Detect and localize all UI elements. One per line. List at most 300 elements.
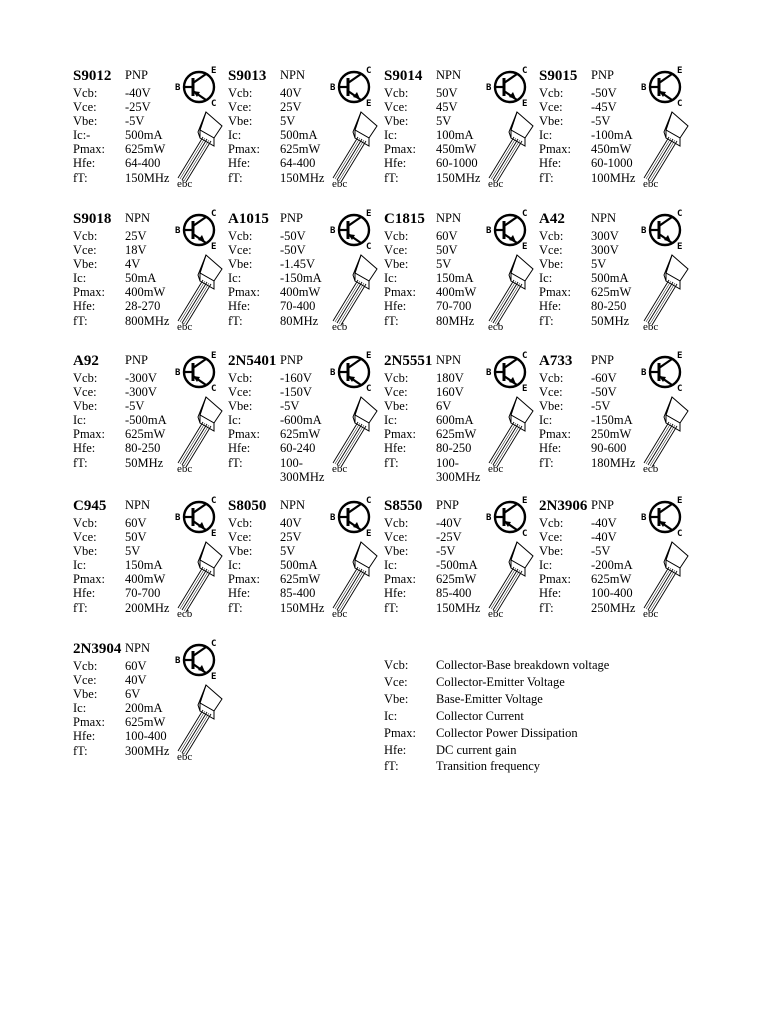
legend-term: Hfe: [384, 742, 407, 757]
spec-row-pmax [228, 427, 324, 441]
spec-value-ft: 250MHz [591, 600, 636, 615]
part-number: 2N3906 [539, 498, 588, 514]
part-number: A733 [539, 353, 573, 369]
spec-value-vce: 40V [125, 673, 147, 688]
spec-list [73, 659, 169, 758]
spec-label: fT: [539, 600, 554, 615]
spec-label: Pmax: [539, 285, 571, 300]
spec-value-vcb: 40V [280, 86, 302, 100]
transistor-symbol-icon [641, 349, 687, 395]
spec-value-vcb: -40V [591, 516, 617, 530]
spec-label: Hfe: [73, 299, 96, 314]
legend-row-ic [384, 708, 609, 725]
spec-label: Vbe: [384, 114, 409, 129]
spec-value-vce: -25V [436, 530, 462, 545]
spec-row-hfe [539, 299, 631, 313]
legend-desc: Collector-Emitter Voltage [436, 674, 565, 689]
legend-term: Vcb: [384, 658, 409, 672]
svg-text:B: B [330, 368, 336, 378]
polarity: NPN [125, 211, 151, 225]
spec-label: Ic: [73, 413, 87, 428]
spec-value-pmax: 625mW [280, 142, 321, 157]
pinout-label: ebc [332, 608, 348, 620]
spec-label: Vcb: [539, 229, 564, 243]
spec-value-hfe: 70-700 [125, 586, 161, 601]
polarity: PNP [591, 353, 614, 367]
spec-value-vcb: -160V [280, 371, 312, 385]
spec-value-hfe: 80-250 [125, 441, 161, 456]
spec-row-hfe [539, 156, 635, 170]
transistor-card [384, 353, 534, 483]
spec-row-vcb [228, 86, 324, 100]
spec-value-ic: 500mA [280, 128, 318, 143]
spec-value-pmax: 625mW [280, 427, 321, 442]
svg-text:B: B [641, 368, 647, 378]
spec-row-pmax [228, 285, 322, 299]
spec-label: Hfe: [228, 299, 251, 314]
spec-row-hfe [539, 586, 635, 600]
spec-label: Ic: [73, 271, 87, 286]
spec-value-ic: 500mA [125, 128, 163, 143]
spec-label: fT: [384, 455, 399, 470]
spec-label: Vce: [384, 243, 408, 258]
spec-value-vcb: 60V [436, 229, 458, 243]
spec-row-ft [73, 744, 169, 758]
spec-row-pmax [384, 427, 480, 441]
spec-row-vcb [73, 659, 169, 673]
svg-text:E: E [677, 351, 683, 361]
spec-label: Vce: [384, 100, 408, 115]
svg-text:B: B [330, 513, 336, 523]
spec-row-ft [384, 601, 480, 615]
spec-label: Pmax: [73, 572, 105, 587]
spec-label: Vce: [73, 100, 97, 115]
spec-row-pmax [539, 572, 635, 586]
transistor-card [384, 211, 534, 341]
svg-text:B: B [641, 226, 647, 236]
spec-label: Vbe: [384, 257, 409, 272]
spec-row-ft [73, 601, 169, 615]
spec-row-ft [228, 314, 322, 328]
spec-row-vce [539, 243, 631, 257]
spec-value-vcb: -40V [125, 86, 151, 100]
part-number: S9012 [73, 68, 112, 84]
spec-value-vcb: -40V [436, 516, 462, 530]
spec-value-ic: 500mA [280, 558, 318, 573]
spec-value-ft: 150MHz [125, 170, 170, 185]
spec-value-vcb: -300V [125, 371, 157, 385]
spec-value-vcb: 50V [436, 86, 458, 100]
spec-row-ic [73, 413, 167, 427]
spec-label: Hfe: [384, 299, 407, 314]
svg-text:B: B [486, 513, 492, 523]
svg-text:B: B [175, 226, 181, 236]
spec-value-pmax: 250mW [591, 427, 632, 442]
spec-value-ic: 150mA [436, 271, 474, 286]
spec-label: fT: [539, 170, 554, 185]
spec-row-ic [228, 128, 324, 142]
spec-label: Vce: [73, 673, 97, 688]
polarity: PNP [591, 68, 614, 82]
legend-term: Ic: [384, 708, 398, 723]
polarity: PNP [125, 68, 148, 82]
spec-list [73, 516, 169, 615]
spec-label: Vbe: [73, 399, 98, 414]
spec-label: Vce: [228, 243, 252, 258]
spec-row-ic [73, 558, 169, 572]
spec-label: Ic: [384, 128, 398, 143]
spec-label: Ic: [539, 271, 553, 286]
spec-label: Hfe: [384, 156, 407, 171]
spec-value-vcb: -60V [591, 371, 617, 385]
spec-label: fT: [73, 600, 88, 615]
spec-label: Vcb: [228, 516, 253, 530]
spec-row-hfe [73, 441, 167, 455]
spec-value-ft: 80MHz [280, 313, 319, 328]
spec-list [228, 516, 324, 615]
spec-value-pmax: 625mW [436, 427, 477, 442]
polarity: PNP [591, 498, 614, 512]
svg-text:E: E [366, 529, 372, 539]
spec-list [539, 371, 635, 470]
spec-row-hfe [228, 441, 324, 455]
spec-label: Hfe: [384, 441, 407, 456]
spec-row-hfe [384, 299, 476, 313]
transistor-card [539, 68, 689, 198]
spec-label: Hfe: [73, 156, 96, 171]
spec-value-vce: -150V [280, 385, 312, 400]
spec-label: fT: [73, 170, 88, 185]
spec-value-vce: -50V [280, 243, 306, 258]
spec-row-vce [384, 243, 476, 257]
spec-row-vcb [73, 516, 169, 530]
spec-row-vcb [73, 229, 169, 243]
spec-label: Vcb: [73, 371, 98, 385]
spec-value-vbe: 5V [591, 257, 607, 272]
spec-label: Ic: [228, 271, 242, 286]
svg-text:E: E [522, 496, 528, 506]
spec-row-vbe [73, 257, 169, 271]
spec-label: Ic: [228, 558, 242, 573]
spec-value-vbe: -5V [591, 114, 611, 129]
transistor-symbol-icon [175, 64, 221, 110]
spec-row-vce [228, 100, 324, 114]
spec-row-ft [384, 171, 480, 185]
legend-row-vbe [384, 691, 609, 708]
transistor-symbol-icon [175, 349, 221, 395]
spec-value-vcb: 25V [125, 229, 147, 243]
spec-row-vce [73, 673, 169, 687]
spec-row-pmax [73, 572, 169, 586]
spec-row-vbe [539, 544, 635, 558]
spec-label: Vbe: [539, 544, 564, 559]
spec-row-pmax [539, 427, 635, 441]
polarity: NPN [591, 211, 617, 225]
spec-label: Ic: [384, 413, 398, 428]
spec-value-ft: 300MHz [125, 743, 170, 758]
spec-label: Vcb: [539, 516, 564, 530]
spec-value-ic: 600mA [436, 413, 474, 428]
to92-package-icon [487, 251, 537, 327]
spec-label: Vbe: [73, 687, 98, 702]
spec-value-hfe: 100-400 [591, 586, 633, 601]
transistor-symbol-icon [641, 494, 687, 540]
spec-row-ic [384, 558, 480, 572]
spec-label: Vcb: [539, 371, 564, 385]
spec-row-hfe [73, 729, 169, 743]
spec-row-ic [228, 558, 324, 572]
spec-value-hfe: 64-400 [280, 156, 316, 171]
legend-term: Vbe: [384, 691, 409, 706]
spec-label: Vcb: [228, 371, 253, 385]
spec-label: Pmax: [73, 285, 105, 300]
spec-label: Hfe: [228, 586, 251, 601]
svg-text:C: C [522, 529, 528, 539]
transistor-symbol-icon [330, 349, 376, 395]
spec-row-ic [384, 413, 480, 427]
svg-text:E: E [211, 242, 217, 252]
legend-desc: Collector Current [436, 708, 524, 723]
spec-row-pmax [228, 142, 324, 156]
svg-text:C: C [522, 66, 528, 76]
spec-row-vcb [539, 86, 635, 100]
to92-package-icon [176, 681, 226, 757]
spec-value-vcb: 40V [280, 516, 302, 530]
svg-text:E: E [677, 242, 683, 252]
spec-label: Vcb: [384, 516, 409, 530]
spec-row-hfe [73, 299, 169, 313]
spec-row-pmax [539, 142, 635, 156]
spec-row-vbe [384, 544, 480, 558]
spec-label: Vcb: [73, 229, 98, 243]
spec-row-vbe [384, 114, 480, 128]
spec-label: fT: [228, 455, 243, 470]
pinout-label: ebc [332, 463, 348, 475]
spec-label: fT: [384, 170, 399, 185]
spec-label: fT: [73, 743, 88, 758]
transistor-symbol-icon [175, 494, 221, 540]
spec-label: Pmax: [384, 427, 416, 442]
transistor-card [73, 353, 223, 483]
spec-row-vce [384, 100, 480, 114]
spec-value-hfe: 100-400 [125, 729, 167, 744]
spec-value-hfe: 80-250 [591, 299, 627, 314]
svg-text:B: B [175, 83, 181, 93]
transistor-symbol-icon [486, 349, 532, 395]
spec-row-vcb [228, 371, 324, 385]
spec-value-ft: 800MHz [125, 313, 170, 328]
spec-value-vbe: 5V [436, 257, 452, 272]
spec-row-vce [73, 530, 169, 544]
polarity: PNP [280, 353, 303, 367]
pinout-label: ebc [643, 321, 659, 333]
spec-value-ft: 100- 300MHz [280, 455, 325, 484]
pinout-label: ebc [177, 321, 193, 333]
spec-value-vce: 160V [436, 385, 464, 400]
spec-value-vce: 300V [591, 243, 619, 258]
spec-row-ft [384, 455, 481, 484]
spec-value-hfe: 60-1000 [591, 156, 633, 171]
legend-desc: Collector-Base breakdown voltage [436, 658, 610, 672]
transistor-card [228, 68, 378, 198]
svg-text:B: B [641, 513, 647, 523]
pinout-label: ecb [332, 321, 348, 333]
svg-text:C: C [211, 496, 217, 506]
spec-label: Pmax: [384, 572, 416, 587]
spec-label: Vbe: [228, 114, 253, 129]
spec-label: Vce: [539, 100, 563, 115]
spec-label: Vbe: [228, 257, 253, 272]
spec-value-vce: -25V [125, 100, 151, 115]
spec-list [73, 229, 169, 328]
spec-label: Pmax: [73, 142, 105, 157]
spec-row-ic [73, 701, 169, 715]
spec-row-pmax [384, 572, 480, 586]
spec-label: fT: [73, 313, 88, 328]
spec-row-vce [73, 100, 169, 114]
svg-text:E: E [522, 99, 528, 109]
spec-value-ft: 100MHz [591, 170, 636, 185]
spec-row-pmax [228, 572, 324, 586]
to92-package-icon [487, 393, 537, 469]
spec-value-hfe: 28-270 [125, 299, 161, 314]
spec-value-hfe: 70-700 [436, 299, 472, 314]
spec-label: Hfe: [539, 586, 562, 601]
transistor-card [539, 211, 689, 341]
spec-row-vbe [228, 399, 324, 413]
spec-label: Vbe: [73, 114, 98, 129]
spec-label: Pmax: [539, 572, 571, 587]
spec-value-pmax: 625mW [125, 142, 166, 157]
svg-text:C: C [211, 209, 217, 219]
spec-value-ic: 500mA [591, 271, 629, 286]
spec-label: Pmax: [73, 427, 105, 442]
part-number: 2N5401 [228, 353, 277, 369]
spec-value-hfe: 80-250 [436, 441, 472, 456]
spec-value-vbe: 6V [436, 399, 452, 414]
spec-row-vcb [539, 229, 631, 243]
spec-value-ft: 150MHz [280, 170, 325, 185]
part-number: C1815 [384, 211, 425, 227]
spec-value-pmax: 450mW [436, 142, 477, 157]
spec-row-vce [384, 530, 480, 544]
spec-label: Vbe: [73, 257, 98, 272]
spec-row-vce [73, 243, 169, 257]
to92-package-icon [331, 108, 381, 184]
spec-row-ft [73, 456, 167, 470]
svg-text:C: C [211, 384, 217, 394]
spec-row-ic [228, 271, 322, 285]
spec-row-hfe [228, 156, 324, 170]
spec-value-ic: -500mA [125, 413, 167, 428]
pinout-label: ebc [488, 178, 504, 190]
spec-row-vce [539, 530, 635, 544]
spec-label: Vcb: [73, 516, 98, 530]
svg-text:E: E [366, 351, 372, 361]
spec-row-ft [539, 601, 635, 615]
spec-value-vbe: 4V [125, 257, 141, 272]
spec-value-vbe: 5V [280, 544, 296, 559]
svg-text:B: B [330, 83, 336, 93]
part-number: A1015 [228, 211, 269, 227]
spec-value-hfe: 90-600 [591, 441, 627, 456]
part-number: A92 [73, 353, 99, 369]
spec-label: Ic: [539, 128, 553, 143]
spec-label: Vbe: [539, 114, 564, 129]
spec-row-ic [384, 128, 480, 142]
svg-text:B: B [641, 83, 647, 93]
spec-list [228, 371, 325, 484]
spec-value-vcb: -50V [280, 229, 306, 243]
spec-value-pmax: 400mW [280, 285, 321, 300]
spec-value-vce: -50V [591, 385, 617, 400]
transistor-symbol-icon [486, 64, 532, 110]
polarity: NPN [436, 211, 462, 225]
spec-value-pmax: 625mW [436, 572, 477, 587]
to92-package-icon [642, 108, 692, 184]
spec-row-ft [539, 314, 631, 328]
to92-package-icon [331, 251, 381, 327]
to92-package-icon [642, 538, 692, 614]
spec-label: Pmax: [539, 427, 571, 442]
spec-row-vcb [73, 86, 169, 100]
spec-row-vce [73, 385, 167, 399]
spec-row-hfe [384, 586, 480, 600]
spec-label: Vbe: [539, 257, 564, 272]
legend-row-vcb [384, 657, 609, 674]
spec-label: fT: [228, 170, 243, 185]
spec-value-vce: 25V [280, 530, 302, 545]
svg-text:C: C [677, 384, 683, 394]
spec-value-ic: -200mA [591, 558, 633, 573]
legend [384, 657, 609, 775]
spec-list [539, 86, 635, 185]
spec-value-ft: 80MHz [436, 313, 475, 328]
spec-label: fT: [384, 313, 399, 328]
spec-value-hfe: 64-400 [125, 156, 161, 171]
spec-row-pmax [539, 285, 631, 299]
spec-label: Vcb: [73, 659, 98, 673]
spec-value-vbe: -5V [436, 544, 456, 559]
spec-label: fT: [228, 600, 243, 615]
spec-value-ft: 200MHz [125, 600, 170, 615]
spec-row-hfe [384, 441, 480, 455]
spec-value-pmax: 400mW [125, 572, 166, 587]
polarity: PNP [436, 498, 459, 512]
svg-text:C: C [522, 209, 528, 219]
spec-value-ft: 180MHz [591, 455, 636, 470]
to92-package-icon [176, 538, 226, 614]
spec-list [228, 229, 322, 328]
spec-list [539, 516, 635, 615]
svg-text:C: C [677, 209, 683, 219]
spec-label: Ic: [384, 271, 398, 286]
svg-text:C: C [366, 66, 372, 76]
spec-label: Vbe: [384, 399, 409, 414]
spec-label: fT: [539, 455, 554, 470]
spec-label: Vcb: [384, 86, 409, 100]
spec-label: Pmax: [228, 572, 260, 587]
spec-value-pmax: 625mW [591, 285, 632, 300]
spec-row-vbe [73, 399, 167, 413]
spec-label: Ic:- [73, 128, 91, 143]
spec-value-vbe: 5V [280, 114, 296, 129]
spec-row-vbe [73, 544, 169, 558]
spec-list [384, 86, 480, 185]
spec-row-ft [384, 314, 476, 328]
spec-label: Ic: [228, 128, 242, 143]
svg-text:E: E [677, 66, 683, 76]
